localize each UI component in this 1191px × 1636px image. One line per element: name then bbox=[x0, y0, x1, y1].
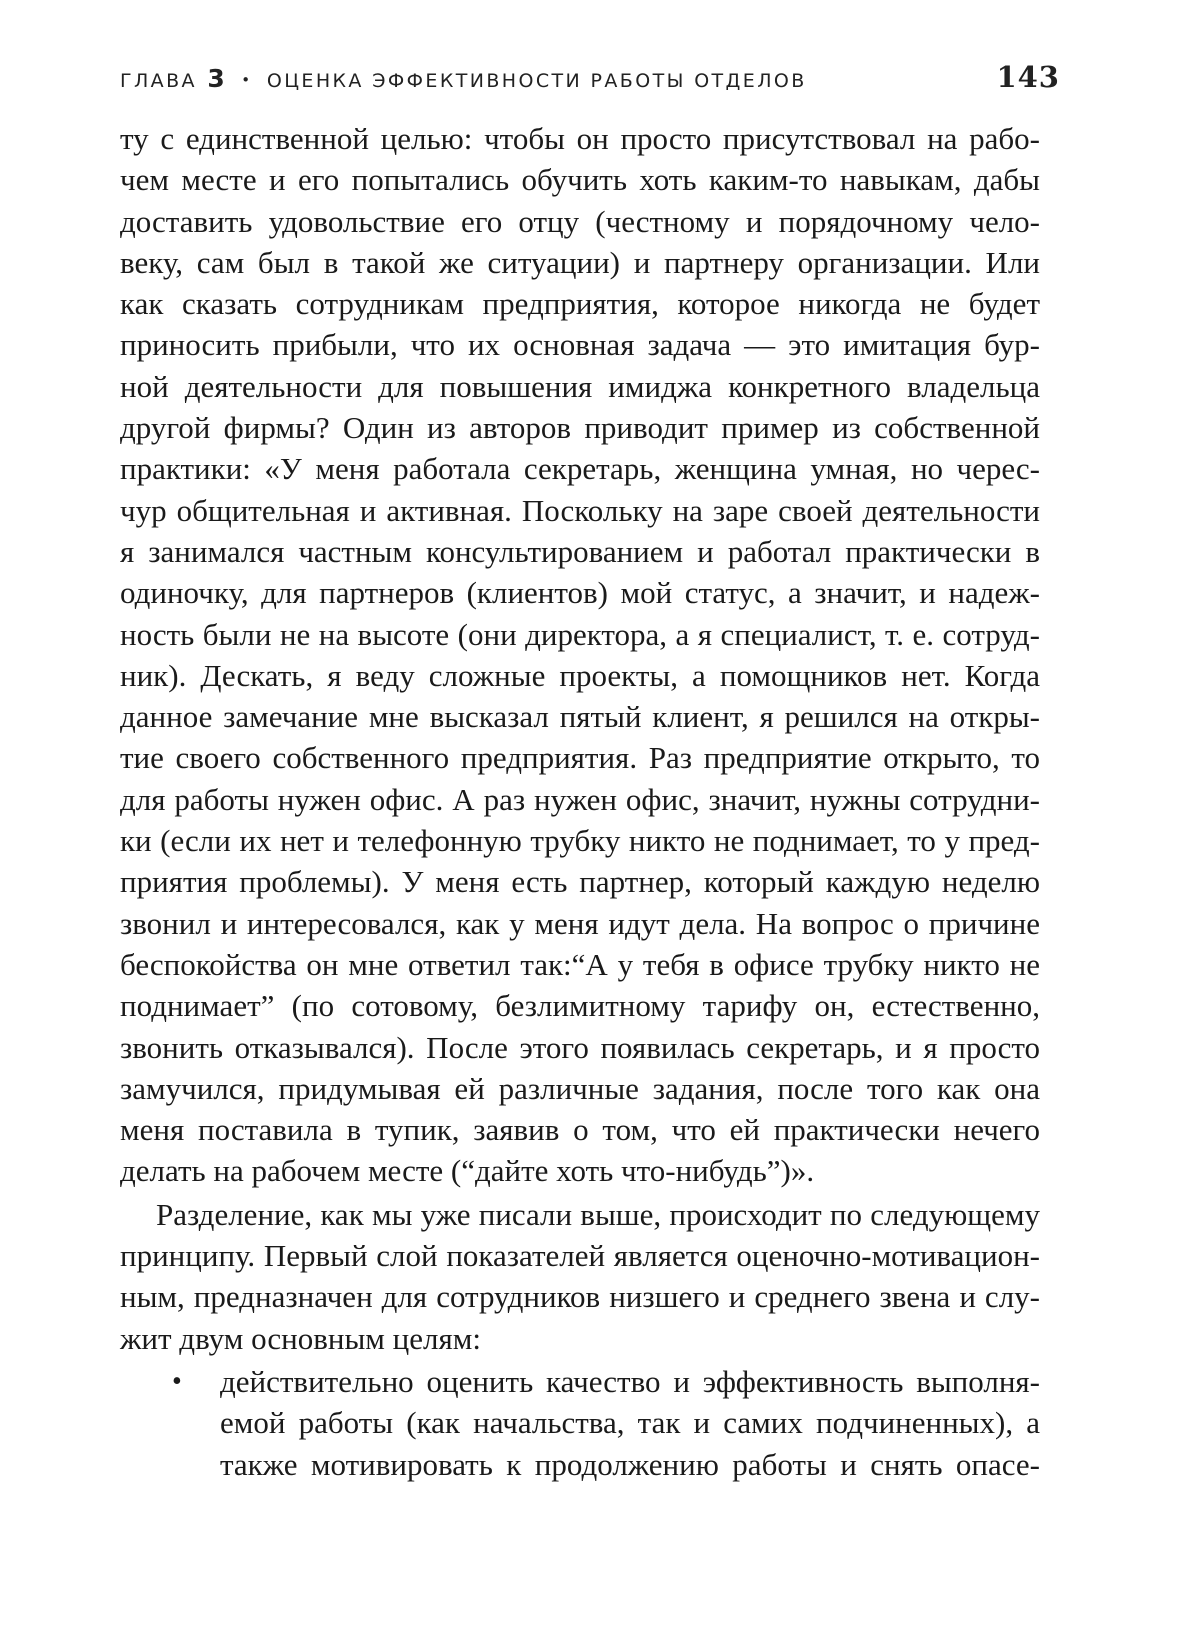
bullet-list-item bbox=[120, 1361, 1040, 1485]
text-line: ной деятельности для повышения имиджа конкретного владельца bbox=[120, 368, 1040, 404]
text-line: также мотивировать к продолжению работы и снять опасе- bbox=[220, 1446, 1040, 1482]
text-line: звонить отказывался). После этого появилась секретарь, и я просто bbox=[120, 1029, 1040, 1065]
text-line: ки (если их нет и телефонную трубку никто не поднимает, то у пред- bbox=[120, 823, 1040, 859]
chapter-label: ГЛАВА bbox=[120, 70, 197, 92]
running-head bbox=[120, 60, 1060, 104]
text-line: приносить прибыли, что их основная задача — это имитация бур- bbox=[120, 327, 1040, 363]
text-line: веку, сам был в такой же ситуации) и партнеру организации. Или bbox=[120, 244, 1040, 280]
text-line: Разделение, как мы уже писали выше, происходит по следующему bbox=[156, 1196, 1040, 1232]
text-line: поднимает” (по сотовому, безлимитному тарифу он, естественно, bbox=[120, 988, 1040, 1024]
bullet-mark: • bbox=[172, 1365, 182, 1397]
text-line: действительно оценить качество и эффективность выполня- bbox=[220, 1363, 1040, 1399]
chapter-title: ОЦЕНКА ЭФФЕКТИВНОСТИ РАБОТЫ ОТДЕЛОВ bbox=[266, 70, 807, 92]
text-line: я занимался частным консультированием и работал практически в bbox=[120, 533, 1040, 569]
text-line: доставить удовольствие его отцу (честному и порядочному чело- bbox=[120, 203, 1040, 239]
text-line: чур общительная и активная. Поскольку на заре своей деятельности bbox=[120, 492, 1040, 528]
text-line: звонил и интересовался, как у меня идут дела. На вопрос о причине bbox=[120, 905, 1040, 941]
text-line: ным, предназначен для сотрудников низшего и среднего звена и слу- bbox=[120, 1279, 1040, 1315]
page-number: 143 bbox=[996, 60, 1060, 94]
text-line: ту с единственной целью: чтобы он просто присутствовал на рабо- bbox=[120, 121, 1040, 156]
text-line: принципу. Первый слой показателей является оценочно-мотивацион- bbox=[120, 1238, 1040, 1274]
text-line: замучился, придумывая ей различные задания, после того как она bbox=[120, 1070, 1040, 1106]
text-line: чем месте и его попытались обучить хоть каким-то навыкам, дабы bbox=[120, 162, 1040, 198]
header-separator: • bbox=[241, 71, 253, 89]
text-line: меня поставила в тупик, заявив о том, что ей практически нечего bbox=[120, 1112, 1040, 1148]
paragraph-continued bbox=[120, 118, 1040, 1192]
text-line: данное замечание мне высказал пятый клиент, я решился на откры- bbox=[120, 699, 1040, 735]
paragraph bbox=[120, 1194, 1040, 1359]
text-line: делать на рабочем месте (“дайте хоть что-нибудь”)». bbox=[120, 1153, 815, 1189]
text-line: другой фирмы? Один из авторов приводит пример из собственной bbox=[120, 410, 1040, 446]
text-line: жит двум основным целям: bbox=[120, 1320, 481, 1356]
body-text bbox=[120, 118, 1040, 1485]
text-line: для работы нужен офис. А раз нужен офис, значит, нужны сотрудни- bbox=[120, 781, 1040, 817]
text-line: практики: «У меня работала секретарь, женщина умная, но черес- bbox=[120, 451, 1040, 487]
text-line: одиночку, для партнеров (клиентов) мой статус, а значит, и надеж- bbox=[120, 575, 1040, 611]
text-line: как сказать сотрудникам предприятия, которое никогда не будет bbox=[120, 286, 1040, 322]
text-line: тие своего собственного предприятия. Раз предприятие открыто, то bbox=[120, 740, 1040, 776]
text-line: емой работы (как начальства, так и самих подчиненных), а bbox=[220, 1405, 1040, 1441]
text-line: приятия проблемы). У меня есть партнер, который каждую неделю bbox=[120, 864, 1040, 900]
text-line: беспокойства он мне ответил так:“А у тебя в офисе трубку никто не bbox=[120, 946, 1040, 982]
text-line: ник). Дескать, я веду сложные проекты, а помощников нет. Когда bbox=[120, 657, 1040, 693]
chapter-number: 3 bbox=[207, 64, 225, 93]
text-line: ность были не на высоте (они директора, а я специалист, т. е. сотруд- bbox=[120, 616, 1040, 652]
